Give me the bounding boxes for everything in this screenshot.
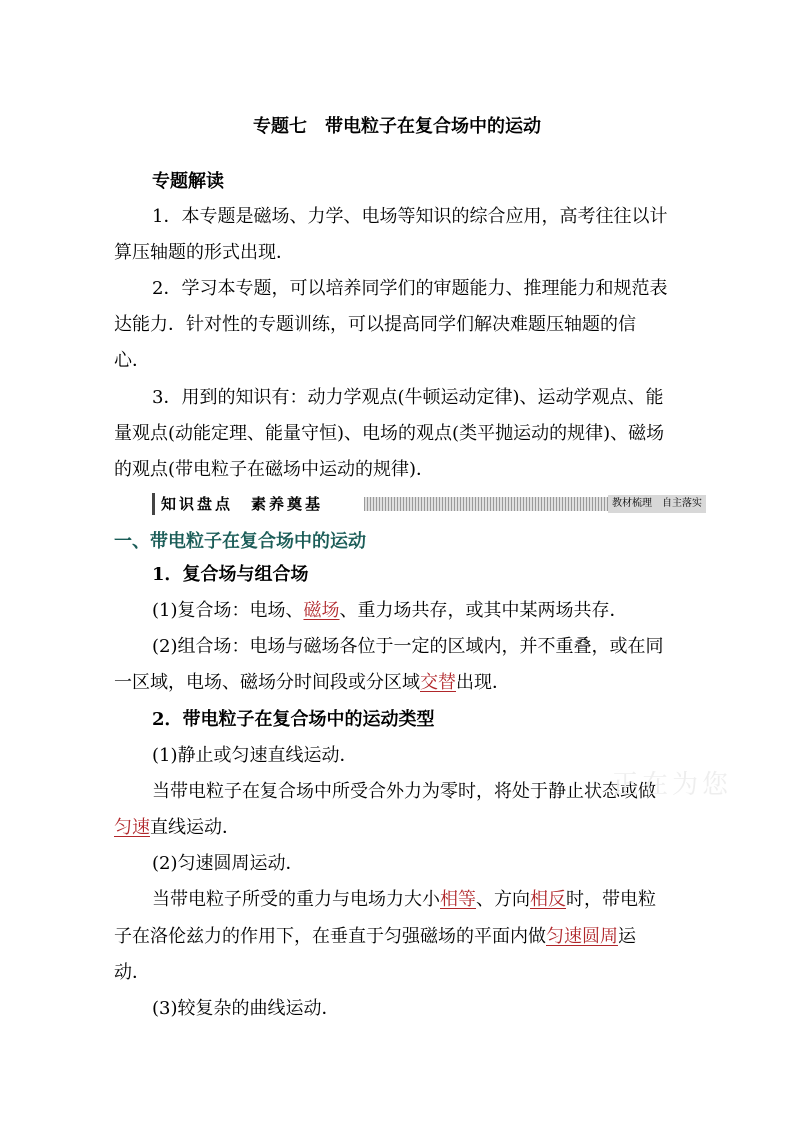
text: 一区域，电场、磁场分时间段或分区域 — [114, 672, 420, 693]
section-banner — [152, 493, 706, 515]
paragraph-combined-field-line-1: (2)组合场：电场与磁场各位于一定的区域内，并不重叠，或在同 — [152, 636, 664, 657]
banner-subtitle: 教材梳理 自主落实 — [608, 495, 706, 513]
motion-type-3: (3)较复杂的曲线运动． — [152, 998, 340, 1019]
motion-type-1: (1)静止或匀速直线运动． — [152, 745, 358, 766]
subheading-2: 2．带电粒子在复合场中的运动类型 — [152, 709, 435, 730]
intro-item-2-line-3: 心． — [114, 350, 150, 371]
motion-type-1-line-1: 当带电粒子在复合场中所受合外力为零时，将处于静止状态或做 — [152, 781, 656, 802]
intro-item-3-line-1: 3．用到的知识有：动力学观点(牛顿运动定律)、运动学观点、能 — [152, 387, 664, 408]
banner-title: 知识盘点 素养奠基 — [152, 493, 329, 515]
motion-type-1-line-2 — [114, 816, 240, 840]
paragraph-composite-field — [152, 599, 628, 623]
intro-item-3-line-3: 的观点(带电粒子在磁场中运动的规律)． — [114, 459, 435, 480]
text: 出现． — [456, 672, 510, 693]
intro-item-1-line-1: 1．本专题是磁场、力学、电场等知识的综合应用，高考往往以计 — [152, 206, 668, 227]
motion-type-2-line-1 — [152, 888, 656, 912]
text: 子在洛伦兹力的作用下，在垂直于匀强磁场的平面内做 — [114, 926, 546, 947]
answer-blank: 匀速 — [114, 817, 150, 838]
section-heading: 一、带电粒子在复合场中的运动 — [114, 531, 366, 552]
motion-type-2-line-3: 动． — [114, 962, 150, 983]
answer-blank: 相反 — [530, 889, 566, 910]
answer-blank: 匀速圆周 — [546, 926, 618, 947]
text: 、方向 — [476, 889, 530, 910]
text: 时，带电粒 — [566, 889, 656, 910]
answer-blank: 交替 — [420, 672, 456, 693]
intro-item-1-line-2: 算压轴题的形式出现． — [114, 242, 294, 263]
subheading-1: 1．复合场与组合场 — [152, 564, 309, 585]
text: (1)复合场：电场、 — [152, 600, 304, 621]
intro-item-2-line-2: 达能力．针对性的专题训练，可以提高同学们解决难题压轴题的信 — [114, 314, 636, 335]
intro-heading: 专题解读 — [152, 171, 224, 192]
text: 运 — [618, 926, 636, 947]
paragraph-combined-field-line-2 — [114, 671, 510, 695]
intro-item-2-line-1: 2．学习本专题，可以培养同学们的审题能力、推理能力和规范表 — [152, 278, 668, 299]
banner-stripes — [364, 497, 614, 511]
motion-type-2-line-2 — [114, 925, 636, 949]
text: 当带电粒子所受的重力与电场力大小 — [152, 889, 440, 910]
watermark: 正在为您 — [612, 770, 733, 800]
motion-type-2: (2)匀速圆周运动． — [152, 853, 304, 874]
page-title: 专题七 带电粒子在复合场中的运动 — [253, 116, 541, 137]
intro-item-3-line-2: 量观点(动能定理、能量守恒)、电场的观点(类平抛运动的规律)、磁场 — [114, 423, 665, 444]
answer-blank: 相等 — [440, 889, 476, 910]
text: 、重力场共存，或其中某两场共存． — [339, 600, 628, 621]
answer-blank: 磁场 — [303, 600, 340, 621]
text: 直线运动． — [150, 817, 240, 838]
